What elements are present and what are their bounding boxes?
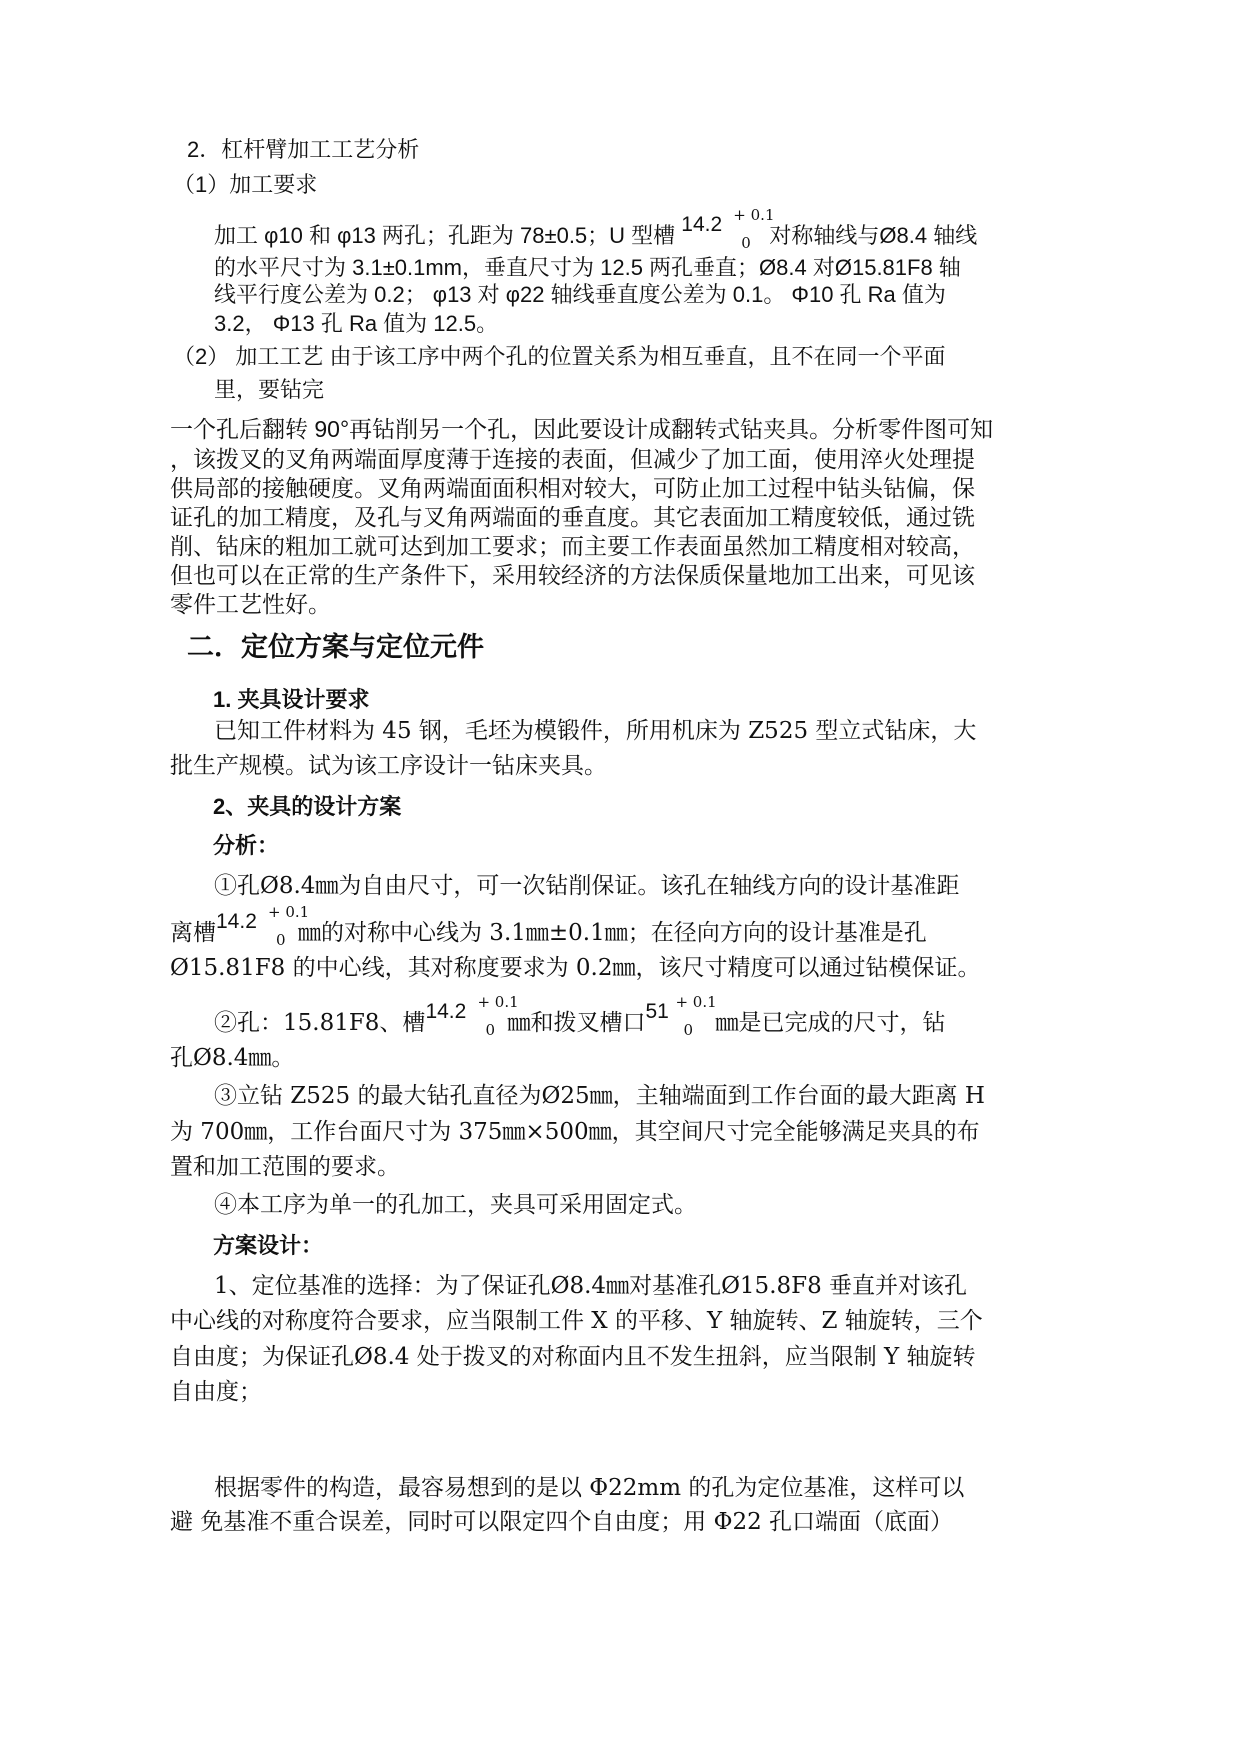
tolerance-lower: 0 <box>741 234 751 253</box>
paragraph-line: 证孔的加工精度，及孔与叉角两端面的垂直度。其它表面加工精度较低，通过铣 <box>170 504 975 530</box>
paragraph-line: 零件工艺性好。 <box>170 591 331 617</box>
analysis-item-1-line-1: ①孔Ø8.4㎜为自由尺寸，可一次钻削保证。该孔在轴线方向的设计基准距 <box>214 873 960 899</box>
paragraph-line: 供局部的接触硬度。叉角两端面面积相对较大，可防止加工过程中钻头钻偏，保 <box>170 475 975 501</box>
process-line-1: （2） 加工工艺 由于该工序中两个孔的位置关系为相互垂直，且不在同一个平面 <box>173 344 946 369</box>
analysis-text: ㎜和拨叉槽口 <box>507 1010 646 1036</box>
analysis-item-2-line-1 <box>214 993 946 1039</box>
analysis-item-1-line-2 <box>170 903 927 949</box>
analysis-label: 分析： <box>213 833 280 858</box>
scheme-paragraph-line: 自由度； <box>170 1379 262 1405</box>
analysis-item-4: ④本工序为单一的孔加工，夹具可采用固定式。 <box>214 1192 697 1218</box>
tolerance-nominal: 14.2 <box>216 910 257 933</box>
analysis-item-3-line: 为 700㎜，工作台面尺寸为 375㎜×500㎜，其空间尺寸完全能够满足夹具的布 <box>170 1119 980 1145</box>
paragraph-line: 一个孔后翻转 90°再钻削另一个孔，因此要设计成翻转式钻夹具。分析零件图可知 <box>170 416 994 442</box>
scheme-paragraph-line: 中心线的对称度符合要求，应当限制工件 X 的平移、Y 轴旋转、Z 轴旋转，三个 <box>170 1308 983 1334</box>
requirements-paragraph-line: 批生产规模。试为该工序设计一钻床夹具。 <box>170 753 607 779</box>
tolerance-upper: + 0.1 <box>268 903 310 921</box>
scheme-paragraph-line: 1、定位基准的选择：为了保证孔Ø8.4㎜对基准孔Ø15.8F8 垂直并对该孔 <box>214 1273 968 1299</box>
section-heading: 2．杠杆臂加工工艺分析 <box>187 137 420 162</box>
analysis-text: ㎜的对称中心线为 3.1㎜±0.1㎜；在径向方向的设计基准是孔 <box>298 920 927 946</box>
paragraph-line: 削、钻床的粗加工就可达到加工要求；而主要工作表面虽然加工精度相对较高， <box>170 533 975 559</box>
tolerance-upper: + 0.1 <box>477 993 519 1011</box>
chapter-title: 二．定位方案与定位元件 <box>187 632 484 662</box>
analysis-text: ㎜是已完成的尺寸，钻 <box>715 1010 946 1036</box>
tolerance-fork-mouth-51 <box>645 993 717 1039</box>
requirements-line-2: 的水平尺寸为 3.1±0.1mm，垂直尺寸为 12.5 两孔垂直；Ø8.4 对Ø15.81F8 轴 <box>214 255 961 280</box>
tolerance-slot-14-2 <box>425 993 519 1039</box>
tolerance-nominal: 51 <box>645 1000 669 1023</box>
requirements-paragraph-line: 已知工件材料为 45 钢，毛坯为模锻件，所用机床为 Z525 型立式钻床，大 <box>214 718 977 744</box>
scheme-design-label: 方案设计： <box>213 1233 324 1258</box>
tolerance-lower: 0 <box>276 931 286 949</box>
closing-paragraph-line: 避 免基准不重合误差，同时可以限定四个自由度；用 Φ22 孔口端面（底面） <box>170 1509 954 1535</box>
tolerance-lower: 0 <box>683 1021 693 1039</box>
paragraph-line: 但也可以在正常的生产条件下，采用较经济的方法保质保量地加工出来，可见该 <box>170 562 975 588</box>
requirements-line-1 <box>214 206 978 253</box>
analysis-item-3-line: 置和加工范围的要求。 <box>170 1154 400 1180</box>
requirements-text-b: 对称轴线与Ø8.4 轴线 <box>769 223 978 248</box>
scheme-paragraph-line: 自由度；为保证孔Ø8.4 处于拨叉的对称面内且不发生扭斜，应当限制 Y 轴旋转 <box>170 1344 976 1370</box>
analysis-text: 离槽 <box>170 920 216 946</box>
requirements-text-a: 加工 φ10 和 φ13 两孔；孔距为 78±0.5；U 型槽 <box>214 223 676 248</box>
requirements-line-3: 线平行度公差为 0.2； φ13 对 φ22 轴线垂直度公差为 0.1。 Φ10 孔 Ra 值为 <box>214 282 946 307</box>
analysis-item-3-line: ③立钻 Z525 的最大钻孔直径为Ø25㎜，主轴端面到工作台面的最大距离 H <box>214 1083 985 1109</box>
tolerance-lower: 0 <box>485 1021 495 1039</box>
closing-paragraph-line: 根据零件的构造，最容易想到的是以 Φ22mm 的孔为定位基准，这样可以 <box>214 1475 965 1501</box>
analysis-item-2-line-2: 孔Ø8.4㎜。 <box>170 1045 295 1071</box>
tolerance-upper: + 0.1 <box>675 993 717 1011</box>
tolerance-slot-14-2 <box>681 206 775 253</box>
requirements-line-4: 3.2， Φ13 孔 Ra 值为 12.5。 <box>214 311 499 336</box>
section-title-design-scheme: 2、夹具的设计方案 <box>213 794 402 819</box>
tolerance-nominal: 14.2 <box>681 213 723 237</box>
tolerance-slot-14-2 <box>216 903 310 949</box>
tolerance-nominal: 14.2 <box>425 1000 467 1023</box>
paragraph-line: ，该拨叉的叉角两端面厚度薄于连接的表面，但减少了加工面，使用淬火处理提 <box>170 446 975 472</box>
subheading-machining-requirements: （1）加工要求 <box>173 172 318 197</box>
section-title-requirements: 1. 夹具设计要求 <box>213 687 370 712</box>
tolerance-upper: + 0.1 <box>733 206 775 225</box>
analysis-text: ②孔：15.81F8、槽 <box>214 1010 426 1036</box>
process-line-2: 里，要钻完 <box>214 377 325 402</box>
analysis-item-1-line-3: Ø15.81F8 的中心线，其对称度要求为 0.2㎜，该尺寸精度可以通过钻模保证。 <box>170 955 981 981</box>
